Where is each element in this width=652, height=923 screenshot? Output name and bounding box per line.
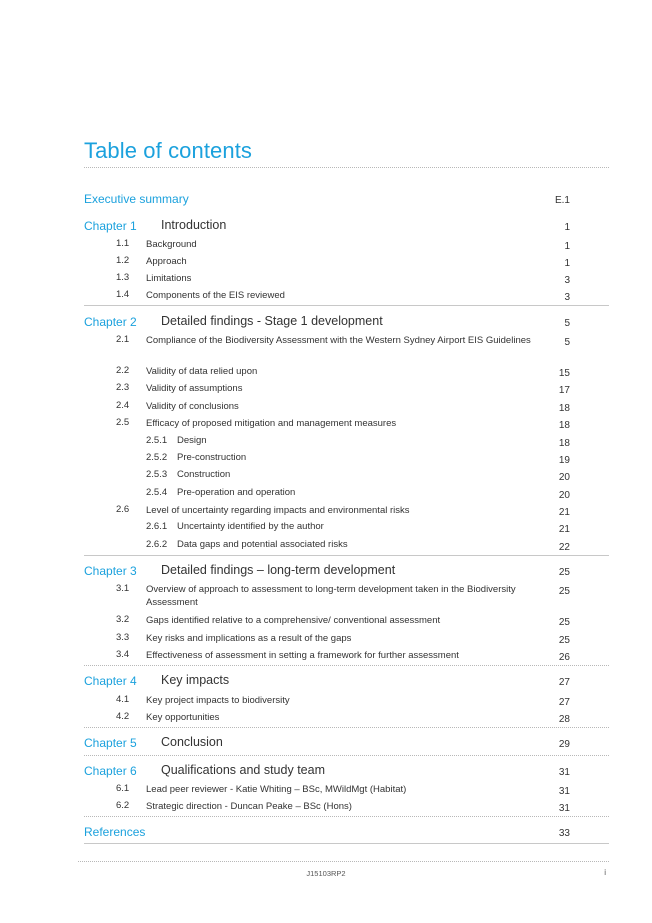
chapter-label: Chapter 6 xyxy=(84,764,137,778)
section-number: 3.3 xyxy=(116,632,130,643)
subsection-number: 2.6.2 xyxy=(146,539,168,550)
section-title: Key risks and implications as a result of the gaps xyxy=(146,633,352,644)
toc-page-number: 21 xyxy=(558,507,570,518)
chapter-title: Introduction xyxy=(161,218,227,232)
subsection-title: Pre-operation and operation xyxy=(177,487,296,498)
subsection-title: Design xyxy=(177,435,207,446)
divider xyxy=(84,665,609,666)
toc-page-number: 31 xyxy=(558,803,570,814)
toc-page-number: 22 xyxy=(558,542,570,553)
section-title: Overview of approach to assessment to long-term development taken in the Biodiversity Assessment xyxy=(146,584,516,608)
subsection-number: 2.5.1 xyxy=(146,435,168,446)
toc-page-number: 1 xyxy=(564,222,570,233)
toc-page-number: 20 xyxy=(558,472,570,483)
section-title: Strategic direction - Duncan Peake – BSc (Hons) xyxy=(146,801,352,812)
subsection-title: Uncertainty identified by the author xyxy=(177,521,324,532)
section-number: 2.5 xyxy=(116,417,130,428)
chapter-title: Detailed findings – long-term development xyxy=(161,563,396,577)
section-title: Efficacy of proposed mitigation and management measures xyxy=(146,418,397,429)
section-number: 6.2 xyxy=(116,800,130,811)
section-title: Key project impacts to biodiversity xyxy=(146,695,290,706)
toc-page-number: 1 xyxy=(564,258,570,269)
divider xyxy=(84,167,609,168)
toc-page-number: 18 xyxy=(558,438,570,449)
toc-page-number: 26 xyxy=(558,652,570,663)
section-title: Lead peer reviewer - Katie Whiting – BSc, MWildMgt (Habitat) xyxy=(146,784,407,795)
section-number: 2.1 xyxy=(116,334,130,345)
footer-divider xyxy=(78,861,609,862)
chapter-title: Key impacts xyxy=(161,673,230,687)
toc-page-number: 25 xyxy=(558,567,570,578)
section-title: Effectiveness of assessment in setting a framework for further assessment xyxy=(146,650,459,661)
section-number: 1.1 xyxy=(116,238,130,249)
chapter-label: Chapter 5 xyxy=(84,736,137,750)
section-number: 1.4 xyxy=(116,289,130,300)
footer-page-number: i xyxy=(604,868,606,877)
section-number: 2.6 xyxy=(116,504,130,515)
toc-page-number: 1 xyxy=(564,241,570,252)
toc-page-number: 27 xyxy=(558,677,570,688)
divider xyxy=(84,755,609,756)
subsection-title: Pre-construction xyxy=(177,452,247,463)
toc-page-number: 31 xyxy=(558,767,570,778)
toc-page-number: 25 xyxy=(558,617,570,628)
divider xyxy=(84,843,609,844)
subsection-number: 2.5.4 xyxy=(146,487,168,498)
section-number: 4.2 xyxy=(116,711,130,722)
toc-page-number: 18 xyxy=(558,403,570,414)
section-number: 6.1 xyxy=(116,783,130,794)
section-title: Validity of assumptions xyxy=(146,383,243,394)
subsection-title: Data gaps and potential associated risks xyxy=(177,539,348,550)
toc-page-number: 25 xyxy=(558,586,570,597)
section-number: 2.3 xyxy=(116,382,130,393)
section-number: 2.4 xyxy=(116,400,130,411)
subsection-number: 2.6.1 xyxy=(146,521,168,532)
section-title: Gaps identified relative to a comprehensive/ conventional assessment xyxy=(146,615,441,626)
section-number: 1.2 xyxy=(116,255,130,266)
toc-page-number: 5 xyxy=(564,337,570,348)
toc-page-number: E.1 xyxy=(554,195,570,206)
toc-page-number: 29 xyxy=(558,739,570,750)
toc-page-number: 19 xyxy=(558,455,570,466)
chapter-title: Qualifications and study team xyxy=(161,763,325,777)
section-number: 3.2 xyxy=(116,614,130,625)
section-title: Limitations xyxy=(146,273,192,284)
toc-page-number: 20 xyxy=(558,490,570,501)
divider xyxy=(84,816,609,817)
subsection-title: Construction xyxy=(177,469,231,480)
footer-doc-code: J15103RP2 xyxy=(306,869,346,878)
toc-page-number: 18 xyxy=(558,420,570,431)
chapter-title: Detailed findings - Stage 1 development xyxy=(161,314,383,328)
toc-page-number: 3 xyxy=(564,292,570,303)
toc-page-number: 28 xyxy=(558,714,570,725)
chapter-label: Chapter 1 xyxy=(84,219,137,233)
subsection-number: 2.5.2 xyxy=(146,452,168,463)
section-title: Validity of data relied upon xyxy=(146,366,258,377)
section-title: Approach xyxy=(146,256,187,267)
divider xyxy=(84,305,609,306)
section-title: Key opportunities xyxy=(146,712,220,723)
section-number: 3.4 xyxy=(116,649,130,660)
chapter-label: Chapter 3 xyxy=(84,564,137,578)
section-title: Compliance of the Biodiversity Assessment with the Western Sydney Airport EIS Guidelines xyxy=(146,335,531,346)
section-number: 3.1 xyxy=(116,583,130,594)
toc-entry-label: Executive summary xyxy=(84,192,189,206)
toc-page-number: 21 xyxy=(558,524,570,535)
chapter-label: Chapter 4 xyxy=(84,674,137,688)
section-title: Background xyxy=(146,239,197,250)
section-title: Validity of conclusions xyxy=(146,401,239,412)
divider xyxy=(84,555,609,556)
toc-page-number: 17 xyxy=(558,385,570,396)
toc-entry-label: References xyxy=(84,825,146,839)
toc-page-number: 15 xyxy=(558,368,570,379)
toc-page-number: 3 xyxy=(564,275,570,286)
section-title: Components of the EIS reviewed xyxy=(146,290,285,301)
divider xyxy=(84,727,609,728)
section-number: 1.3 xyxy=(116,272,130,283)
section-number: 4.1 xyxy=(116,694,130,705)
chapter-title: Conclusion xyxy=(161,735,223,749)
toc-page-number: 27 xyxy=(558,697,570,708)
toc-page-number: 25 xyxy=(558,635,570,646)
section-number: 2.2 xyxy=(116,365,130,376)
toc-page-number: 5 xyxy=(564,318,570,329)
toc-title: Table of contents xyxy=(84,138,253,163)
toc-page-number: 31 xyxy=(558,786,570,797)
section-title: Level of uncertainty regarding impacts and environmental risks xyxy=(146,505,410,516)
toc-page-number: 33 xyxy=(558,828,570,839)
chapter-label: Chapter 2 xyxy=(84,315,137,329)
subsection-number: 2.5.3 xyxy=(146,469,168,480)
